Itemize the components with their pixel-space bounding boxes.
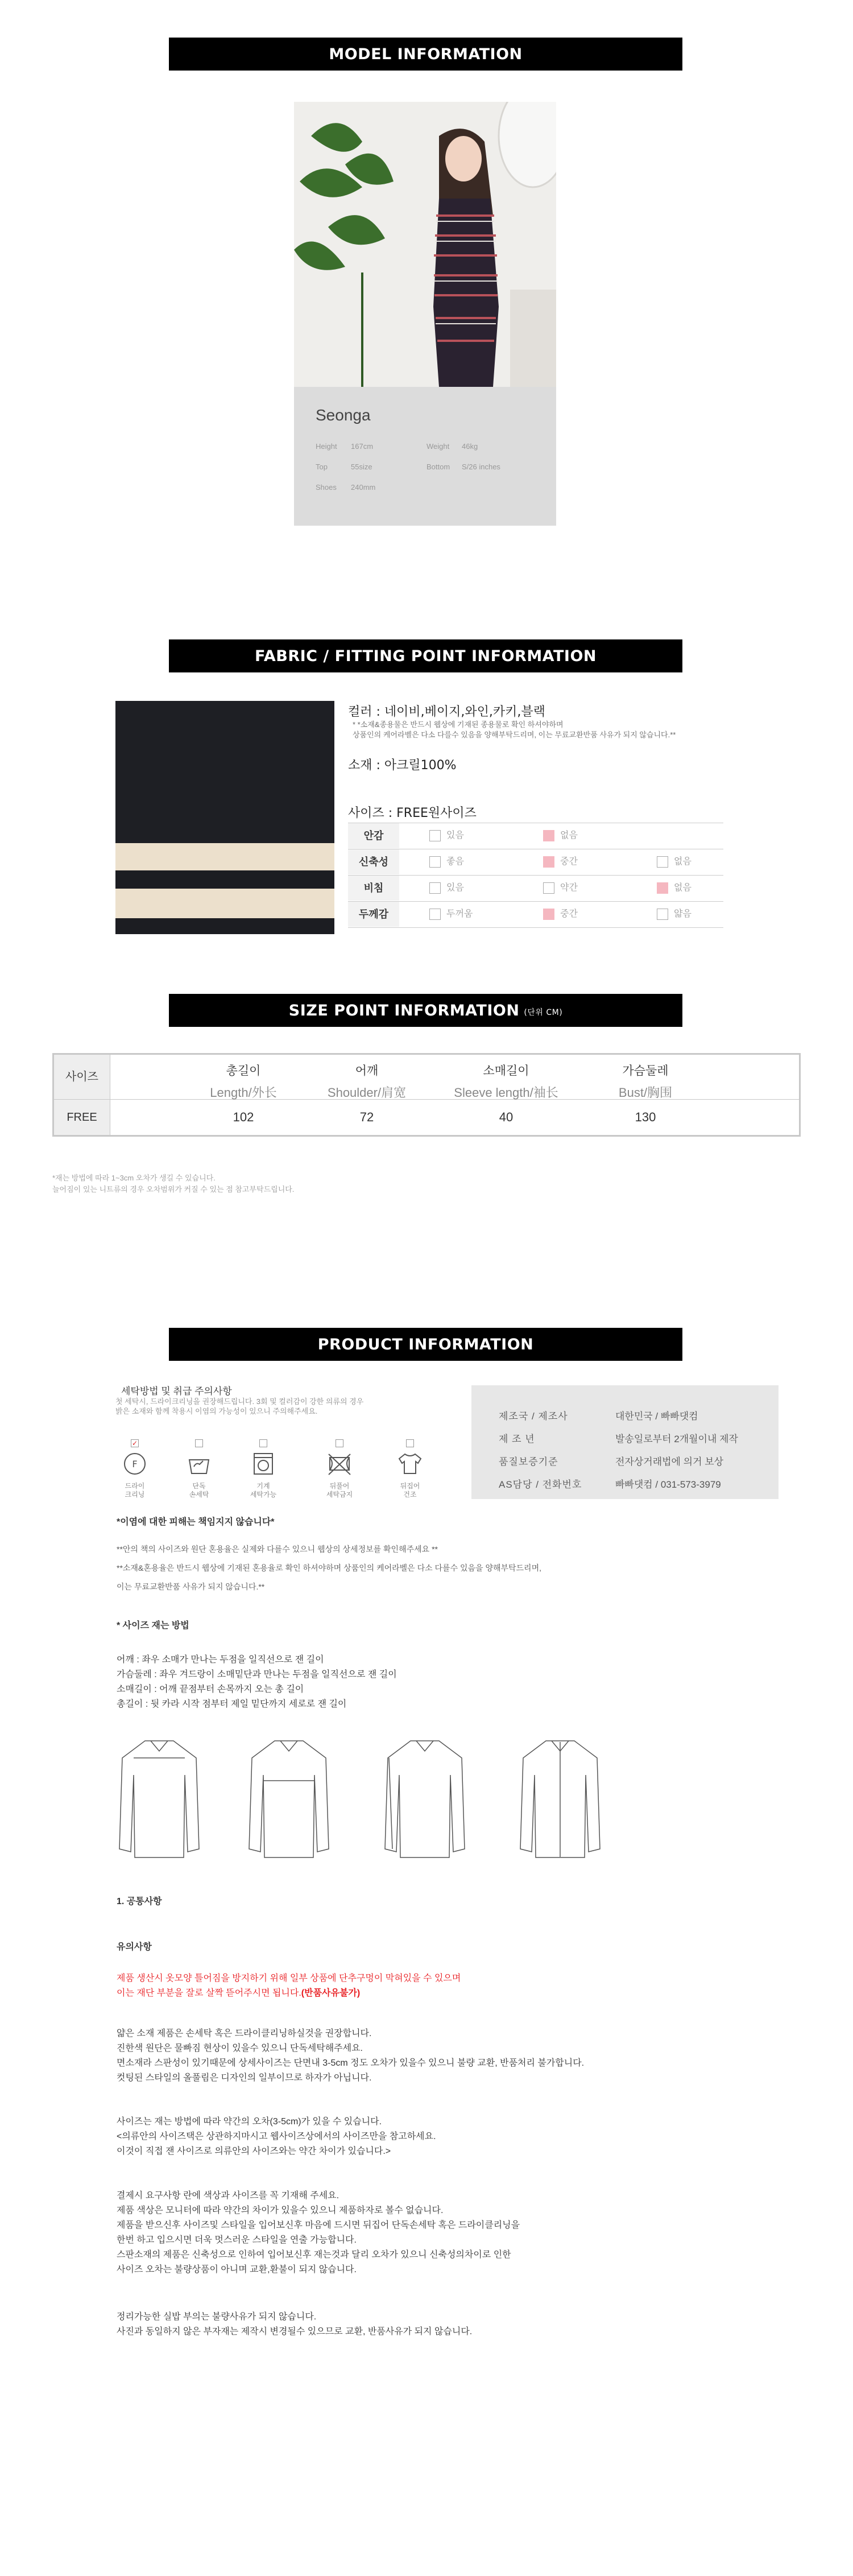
size-cell: FREE	[54, 1100, 110, 1135]
size-table-header	[54, 1055, 799, 1100]
fit-row-lining	[348, 823, 723, 849]
care-caption: 드라이 크리닝	[125, 1482, 145, 1498]
dry-clean-care	[118, 1439, 152, 1499]
notice-2: **소재&혼용율은 반드시 웹상에 기재된 혼용율로 확인 하셔야하며 상품인의 케어라벨은 다소 다를수 있음을 양해부탁드리며,	[117, 1563, 541, 1572]
section-title: SIZE POINT INFORMATION	[288, 1001, 520, 1019]
care-title: 세탁방법 및 취급 주의사항	[121, 1386, 232, 1397]
section-title: FABRIC / FITTING POINT INFORMATION	[255, 647, 597, 665]
col-length: 총길이 Length/外长	[210, 1064, 277, 1100]
checkmark-icon: ✓	[131, 1439, 138, 1447]
body-block-3: 결제시 요구사항 란에 색상과 사이즈를 꼭 기재해 주세요. 제품 색상은 모니터에 따라 약간의 차이가 있을수 있으니 제품하자로 볼수 없습니다. 제품을 받으신후 사이즈및 스타일을 입어보신후 마음에 드시면 뒤집어 단독손세탁 혹은 드라이클리닝을 한번 하고 입으시면 더욱 멋스러운 스타일을 연출 가능합니다. 스판소재의 제품은 신축성으로 인하여 입어보신후 재는것과 달리 오차가 있으니 신축성의차이로 인한 사이즈 오차는 불량상품이 아니며 교환,환불이 되지 않습니다.	[117, 2191, 520, 2274]
origin-label: 제 조 년	[499, 1434, 535, 1444]
size-note-2: 늘어짐이 있는 니트류의 경우 오차범위가 커질 수 있는 점 참고부탁드립니다.	[52, 1185, 295, 1194]
common-title: 1. 공통사항	[117, 1897, 162, 1906]
fit-option[interactable]: 없음	[657, 856, 691, 868]
spec-height: Height 167cm	[316, 442, 374, 451]
row-header: 사이즈	[54, 1055, 110, 1099]
origin-value: 빠빠댓컴 / 031-573-3979	[615, 1479, 721, 1490]
checkbox[interactable]	[657, 909, 668, 920]
shirt-sleeve-diagram	[382, 1735, 467, 1860]
size-line: 사이즈 : FREE원사이즈	[348, 806, 477, 820]
color-line: 컬러 : 네이비,베이지,와인,카키,블랙	[348, 705, 545, 719]
measure-bust: 가슴둘레 : 좌우 겨드랑이 소매밑단과 만나는 두점을 일직선으로 잰 길이	[117, 1670, 397, 1679]
fabric-swatch-illustration	[115, 701, 334, 934]
body-block-1: 얇은 소재 제품은 손세탁 혹은 드라이클리닝하실것을 권장합니다. 진한색 원단은 물빠짐 현상이 있을수 있으니 단독세탁해주세요. 면소재라 스판성이 있기때문에 상세사이즈는 단면내 3-5cm 정도 오차가 있을수 있으니 불량 교환, 반품처리 불가합니다. 컷팅된 스타일의 올풀림은 디자인의 일부이므로 하자가 아닙니다.	[117, 2029, 585, 2083]
unit-label: (단위 CM)	[524, 1008, 563, 1017]
body-block-4: 정리가능한 실밥 부의는 불량사유가 되지 않습니다. 사진과 동일하지 않은 부자재는 제작시 변경될수 있으므로 교환, 반품사유가 되지 않습니다.	[117, 2312, 473, 2336]
color-note-1: * *소재&종용물은 반드시 웹상에 기재된 종용물로 확인 하셔야하며	[353, 720, 564, 729]
no-wring-icon	[326, 1451, 353, 1477]
origin-value: 발송일로부터 2개월이내 제작	[615, 1434, 738, 1444]
fit-option-selected[interactable]: 중간	[543, 909, 578, 920]
red-notice-2: 이는 재단 부분을 잘로 살짝 뜯어주시면 됩니다.(반품사유불가)	[117, 1988, 361, 1998]
fit-row-label: 안감	[348, 823, 399, 848]
notice-1: **안의 책의 사이즈와 원단 혼용율은 실제와 다를수 있으니 웹상의 상세정보를 확인해주세요 **	[117, 1545, 438, 1554]
fit-option[interactable]: 있음	[429, 830, 464, 841]
color-note-2: 상품인의 케어라벨은 다소 다를수 있음을 양해부탁드리며, 이는 무료교환반품 사유가 되지 않습니다.**	[353, 730, 676, 739]
measure-title: * 사이즈 재는 방법	[117, 1621, 189, 1630]
red-notice-1: 제품 생산시 옷모양 틀어짐을 방지하기 위해 일부 상품에 단추구멍이 막혀있을 수 있으며	[117, 1974, 461, 1983]
spec-weight: Weight 46kg	[426, 442, 478, 451]
checkbox	[336, 1439, 343, 1447]
section-title: MODEL INFORMATION	[329, 45, 523, 63]
col-sleeve: 소매길이 Sleeve length/袖长	[454, 1064, 558, 1100]
size-table	[52, 1053, 801, 1137]
origin-label: 제조국 / 제조사	[499, 1411, 568, 1422]
section-title: PRODUCT INFORMATION	[317, 1335, 534, 1353]
measure-sleeve: 소매길이 : 어깨 끝점부터 손목까지 오는 총 길이	[117, 1685, 304, 1694]
value-shoulder: 72	[359, 1110, 374, 1124]
tshirt-icon	[397, 1451, 423, 1477]
fit-row-label: 신축성	[348, 849, 399, 874]
origin-value: 전자상거래법에 의거 보상	[615, 1456, 724, 1467]
caution-title: 유의사항	[117, 1942, 152, 1952]
washing-machine-icon	[250, 1451, 276, 1477]
svg-text:F: F	[132, 1459, 138, 1469]
care-caption: 기계 세탁가능	[250, 1482, 277, 1498]
fit-option[interactable]: 있음	[429, 882, 464, 894]
value-length: 102	[233, 1110, 254, 1124]
spec-shoes: Shoes 240mm	[316, 483, 376, 492]
hand-wash-icon	[186, 1451, 212, 1477]
checkbox-checked[interactable]	[543, 909, 554, 920]
model-photo-illustration	[294, 102, 556, 387]
fabric-swatch-image	[115, 701, 334, 934]
fit-option[interactable]: 약간	[543, 882, 578, 894]
shirt-shoulder-diagram	[117, 1735, 202, 1860]
fit-option[interactable]: 좋음	[429, 856, 464, 868]
dye-warning: *이염에 대한 피해는 책임지지 않습니다*	[117, 1517, 275, 1527]
inside-out-dry-care	[393, 1439, 427, 1499]
product-info-header	[169, 1328, 682, 1361]
checkbox-checked[interactable]	[543, 830, 554, 841]
origin-label: AS담당 / 전화번호	[499, 1479, 582, 1490]
shirt-length-diagram	[517, 1735, 603, 1860]
col-shoulder: 어깨 Shoulder/肩宽	[327, 1064, 407, 1100]
checkbox-checked[interactable]	[657, 882, 668, 894]
checkbox[interactable]	[429, 909, 441, 920]
fit-option[interactable]: 두꺼움	[429, 909, 473, 920]
no-wring-care	[322, 1439, 357, 1499]
care-caption: 단독 손세탁	[189, 1482, 209, 1498]
fit-option[interactable]: 얇음	[657, 909, 691, 920]
fit-option-selected[interactable]: 없음	[657, 882, 691, 894]
care-caption: 뒤풀어 세탁금지	[326, 1482, 353, 1498]
origin-info-box	[471, 1385, 779, 1499]
checkbox[interactable]	[429, 830, 441, 841]
value-bust: 130	[635, 1110, 656, 1124]
fit-row-stretch	[348, 849, 723, 876]
model-name: Seonga	[316, 406, 371, 424]
checkbox	[259, 1439, 267, 1447]
fit-option-selected[interactable]: 없음	[543, 830, 578, 841]
checkbox	[406, 1439, 414, 1447]
fit-row-sheer	[348, 876, 723, 902]
size-note-1: *재는 방법에 따라 1~3cm 오차가 생길 수 있습니다.	[52, 1174, 216, 1182]
hand-wash-care	[182, 1439, 216, 1499]
care-caption: 뒤집어 건조	[400, 1482, 420, 1498]
size-info-header	[169, 994, 682, 1027]
fitting-table	[348, 823, 723, 928]
measure-shoulder: 어깨 : 좌우 소매가 만나는 두점을 일직선으로 잰 길이	[117, 1655, 324, 1665]
checkbox[interactable]	[429, 856, 441, 868]
model-info-header	[169, 38, 682, 71]
fit-row-thickness	[348, 902, 723, 928]
checkbox[interactable]	[543, 882, 554, 894]
origin-label: 품질보증기준	[499, 1456, 558, 1467]
origin-value: 대한민국 / 빠빠댓컴	[615, 1411, 698, 1422]
dry-clean-icon	[122, 1451, 148, 1477]
model-card	[294, 102, 556, 526]
checkbox[interactable]	[657, 856, 668, 868]
size-table-row	[54, 1100, 799, 1135]
model-photo	[294, 102, 556, 387]
fit-row-label: 두께감	[348, 902, 399, 927]
material-line: 소재 : 아크릴100%	[348, 758, 457, 773]
care-description: 첫 세탁시, 드라이크리닝을 권장해드립니다. 3회 및 컬러감이 강한 의류의 경우 밝은 소재와 함께 착용시 이염의 가능성이 있으니 주의해주세요.	[115, 1397, 364, 1415]
checkbox-checked[interactable]	[543, 856, 554, 868]
checkbox[interactable]	[429, 882, 441, 894]
notice-3: 이는 무료교환반품 사유가 되지 않습니다.**	[117, 1582, 265, 1591]
value-sleeve: 40	[499, 1110, 514, 1124]
col-bust: 가슴둘레 Bust/胸围	[618, 1064, 673, 1100]
spec-bottom: Bottom S/26 inches	[426, 463, 500, 471]
checkbox	[195, 1439, 203, 1447]
shirt-bust-diagram	[246, 1735, 332, 1860]
machine-wash-care	[246, 1439, 280, 1499]
body-block-2: 사이즈는 재는 방법에 따라 약간의 오차(3-5cm)가 있을 수 있습니다. <의류안의 사이즈택은 상관하지마시고 웹사이즈상에서의 사이즈만을 참고하세요. 이것이 직접 잰 사이즈로 의류안의 사이즈와는 약간 차이가 있습니다.>	[117, 2117, 436, 2156]
fit-row-label: 비침	[348, 876, 399, 901]
fit-option-selected[interactable]: 중간	[543, 856, 578, 868]
measure-length: 총길이 : 뒷 카라 시작 점부터 제일 밑단까지 세로로 잰 길이	[117, 1699, 347, 1709]
spec-top: Top 55size	[316, 463, 372, 471]
fabric-info-header	[169, 639, 682, 672]
